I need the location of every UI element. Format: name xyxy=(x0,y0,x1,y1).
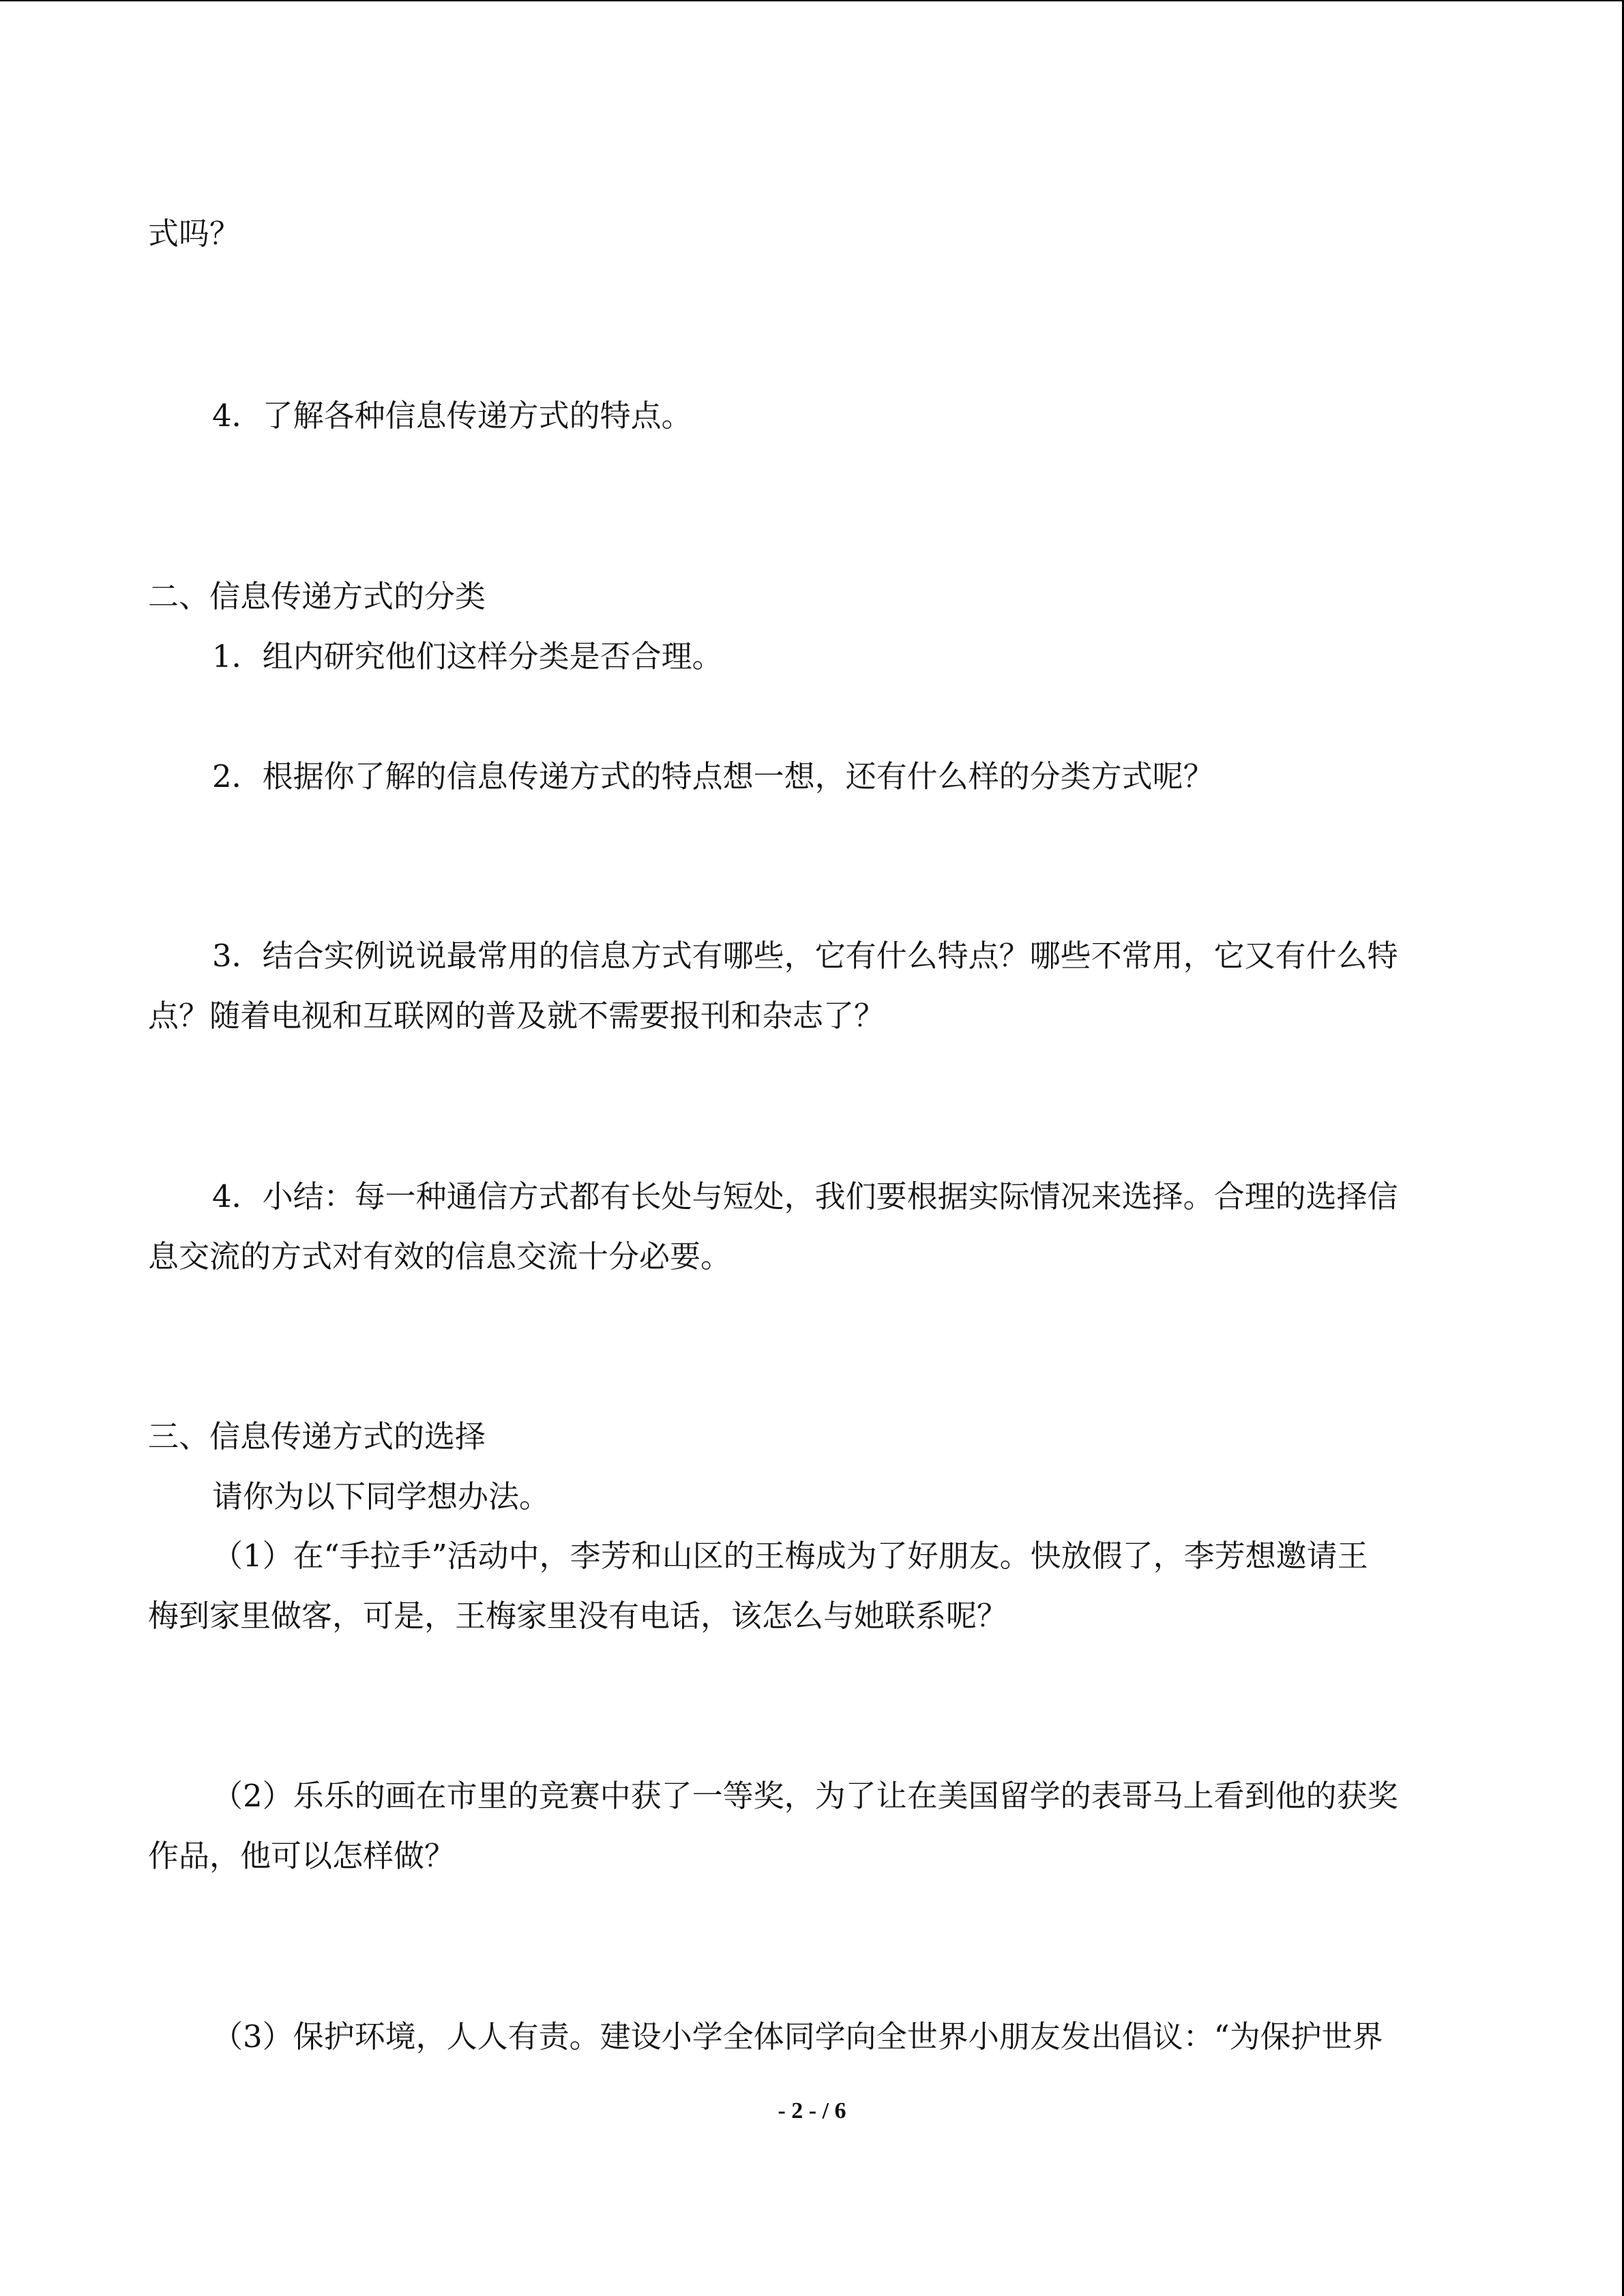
text-line-section2-item-1: 1．组内研究他们这样分类是否合理。 xyxy=(212,638,723,674)
text-line-question-3: （3）保护环境，人人有责。建设小学全体同学向全世界小朋友发出倡议：“为保护世界 xyxy=(212,2018,1383,2055)
page-border-top xyxy=(0,0,1624,1)
text-line-section2-item-2: 2．根据你了解的信息传递方式的特点想一想，还有什么样的分类方式呢？ xyxy=(212,758,1214,794)
text-line-section2-item-3: 3．结合实例说说最常用的信息方式有哪些，它有什么特点？哪些不常用，它又有什么特 xyxy=(212,938,1398,974)
text-line-section2-item-3-cont: 点？随着电视和互联网的普及就不需要报刊和杂志了？ xyxy=(148,998,885,1034)
text-line-continuation: 式吗？ xyxy=(148,215,241,252)
text-line-section3-intro: 请你为以下同学想办法。 xyxy=(212,1478,550,1515)
page-number: - 2 - / 6 xyxy=(778,2098,846,2123)
section-heading-2: 二、信息传递方式的分类 xyxy=(148,578,486,614)
text-line-question-1: （1）在“手拉手”活动中，李芳和山区的王梅成为了好朋友。快放假了，李芳想邀请王 xyxy=(212,1538,1368,1574)
text-line-question-2: （2）乐乐的画在市里的竞赛中获了一等奖，为了让在美国留学的表哥马上看到他的获奖 xyxy=(212,1778,1398,1814)
section-heading-3: 三、信息传递方式的选择 xyxy=(148,1418,486,1455)
text-line-question-1-cont: 梅到家里做客，可是，王梅家里没有电话，该怎么与她联系呢？ xyxy=(148,1598,1008,1634)
text-line-section2-summary: 4．小结：每一种通信方式都有长处与短处，我们要根据实际情况来选择。合理的选择信 xyxy=(212,1178,1398,1214)
text-line-item-4: 4．了解各种信息传递方式的特点。 xyxy=(212,398,692,434)
text-line-section2-summary-cont: 息交流的方式对有效的信息交流十分必要。 xyxy=(148,1238,732,1274)
text-line-question-2-cont: 作品，他可以怎样做？ xyxy=(148,1838,456,1874)
